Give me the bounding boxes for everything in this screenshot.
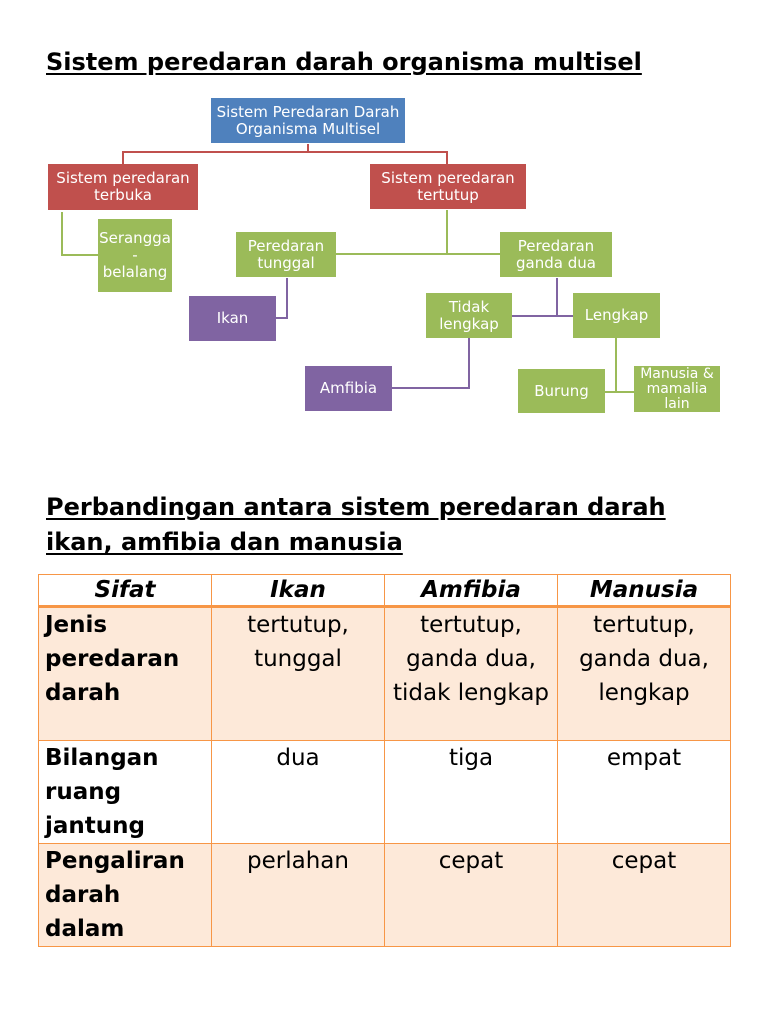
section-heading-line-1: Perbandingan antara sistem peredaran darah <box>46 493 666 521</box>
circulatory-system-diagram <box>0 0 768 440</box>
row-label: Pengaliran darah dalam <box>39 844 212 947</box>
node-mammal: Manusia & mamalia lain <box>634 366 720 412</box>
node-single-circulation: Peredaran tunggal <box>236 232 336 277</box>
header-cell: Amfibia <box>385 575 558 607</box>
table-cell: tiga <box>385 741 558 844</box>
node-double-circulation: Peredaran ganda dua <box>500 232 612 277</box>
connector-root-closed <box>308 152 447 164</box>
node-root: Sistem Peredaran Darah Organisma Multisel <box>211 98 405 143</box>
connector-root-open <box>123 144 308 164</box>
comparison-table <box>38 574 731 947</box>
table-cell: tertutup, ganda dua, tidak lengkap <box>385 607 558 741</box>
page-title: Sistem peredaran darah organisma multisel <box>46 48 642 76</box>
table-row <box>39 607 731 741</box>
table-cell: cepat <box>385 844 558 947</box>
table-cell: cepat <box>558 844 731 947</box>
node-insect: Serangga - belalang <box>98 219 172 292</box>
header-cell: Manusia <box>558 575 731 607</box>
node-open-system: Sistem peredaran terbuka <box>48 164 198 210</box>
table-row <box>39 844 731 947</box>
table-cell: dua <box>212 741 385 844</box>
node-fish: Ikan <box>189 296 276 341</box>
node-incomplete: Tidak lengkap <box>426 293 512 338</box>
row-label: Jenis peredaran darah <box>39 607 212 741</box>
node-bird: Burung <box>518 369 605 413</box>
connector-complete-mammal <box>616 338 634 392</box>
header-cell: Sifat <box>39 575 212 607</box>
node-complete: Lengkap <box>573 293 660 338</box>
table-cell: empat <box>558 741 731 844</box>
table-cell: tertutup, ganda dua, lengkap <box>558 607 731 741</box>
table-row <box>39 741 731 844</box>
connector-double-complete <box>557 278 573 316</box>
header-cell: Ikan <box>212 575 385 607</box>
node-closed-system: Sistem peredaran tertutup <box>370 164 526 209</box>
row-label: Bilangan ruang jantung <box>39 741 212 844</box>
connector-single-fish <box>276 278 287 318</box>
connector-closed-single <box>336 210 447 254</box>
table-cell: tertutup, tunggal <box>212 607 385 741</box>
section-heading-line-2: ikan, amfibia dan manusia <box>46 528 403 556</box>
node-amphibian: Amfibia <box>305 366 392 411</box>
connector-incomplete-amphibian <box>392 338 469 388</box>
connector-complete-bird <box>605 338 616 392</box>
connector-open-insect <box>62 212 98 255</box>
table-cell: perlahan <box>212 844 385 947</box>
table-header-row <box>39 575 731 607</box>
